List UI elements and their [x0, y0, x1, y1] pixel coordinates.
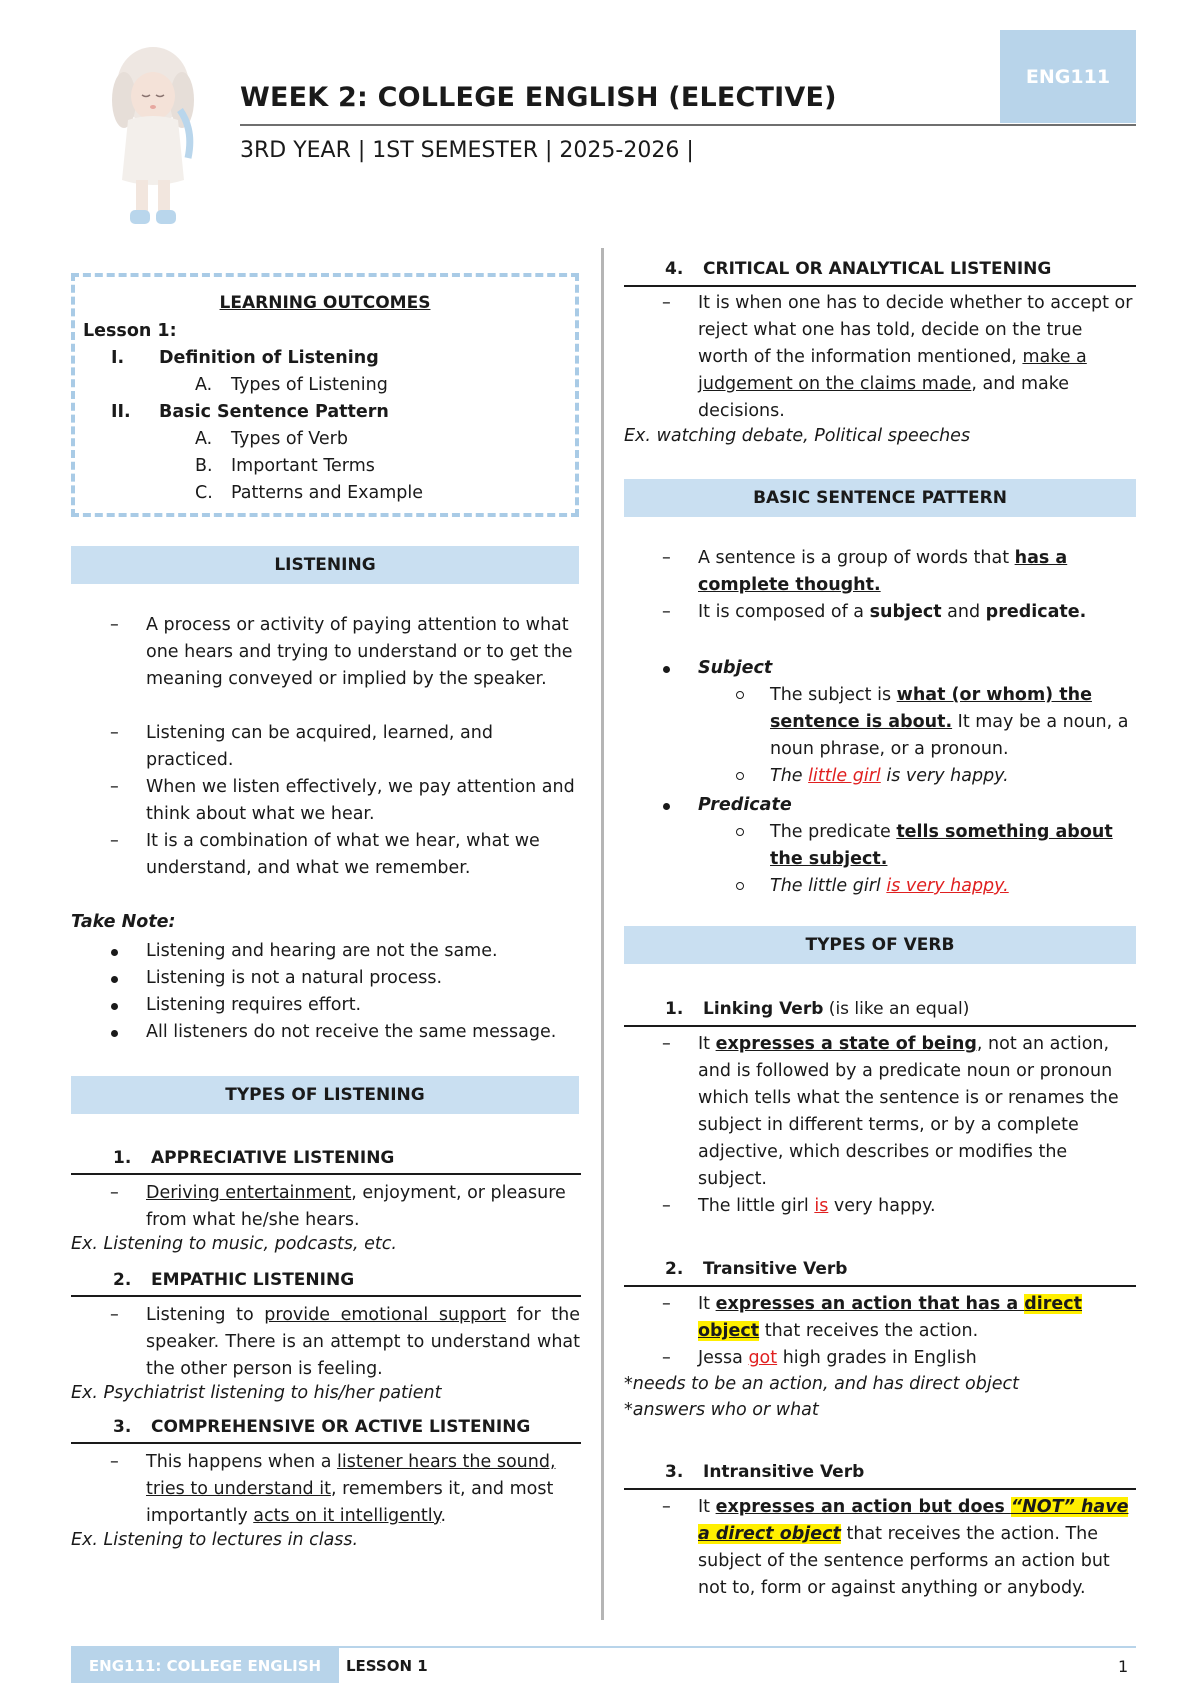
dash-marker: – [110, 1305, 119, 1325]
note-item: Listening and hearing are not the same. [146, 938, 586, 965]
dash-marker: – [662, 1034, 671, 1054]
verb-type-example: – The little girl is very happy. [698, 1193, 1136, 1220]
outcome-num: I. [111, 348, 125, 368]
outcome-sub-item: Types of Listening [231, 375, 388, 395]
dash-marker: – [110, 831, 119, 851]
sentence-point: – A sentence is a group of words that has a complete thought. [698, 545, 1118, 599]
listening-type-num: 3. [113, 1417, 132, 1437]
listening-type-num: 1. [113, 1148, 132, 1168]
dash-marker: – [110, 1452, 119, 1472]
bullet [111, 1003, 118, 1010]
footer-course: ENG111: COLLEGE ENGLISH [71, 1648, 339, 1683]
page-number: 1 [1118, 1657, 1129, 1676]
listening-type-example: Ex. watching debate, Political speeches [624, 426, 971, 446]
outcome-sub-item: Patterns and Example [231, 483, 424, 503]
heading-underline [624, 1285, 1136, 1287]
circle-bullet [736, 882, 744, 890]
bullet [111, 1030, 118, 1037]
predicate-example: The little girl is very happy. [770, 873, 1130, 900]
take-note-label: Take Note: [71, 912, 176, 932]
verb-type-example: – Jessa got high grades in English [698, 1345, 1136, 1372]
listening-point: – When we listen effectively, we pay attention and think about what we hear. [146, 774, 576, 828]
bullet [111, 976, 118, 983]
outcome-sub-item: Types of Verb [231, 429, 348, 449]
verb-type-desc: – It expresses an action that has a direct object that receives the action. [698, 1291, 1136, 1345]
doll-illustration [108, 40, 198, 235]
verb-type-desc: – It expresses a state of being, not an action, and is followed by a predicate noun or pronoun which tells what the sentence is or renames the subject in different terms, or by a complete adjective, which describes or modifies the subject. [698, 1031, 1136, 1193]
heading-underline [624, 1488, 1136, 1490]
dash-marker: – [662, 1294, 671, 1314]
footer-lesson: LESSON 1 [346, 1657, 428, 1675]
verb-type-title: Intransitive Verb [703, 1462, 865, 1482]
learning-outcomes-box [71, 273, 579, 517]
outcome-sub-num: C. [195, 483, 213, 503]
verb-note: *needs to be an action, and has direct object [624, 1374, 1019, 1394]
title-divider [240, 124, 1136, 126]
listening-type-desc: – Deriving entertainment, enjoyment, or pleasure from what he/she hears. [146, 1180, 576, 1234]
heading-underline [624, 285, 1136, 287]
predicate-label: Predicate [698, 792, 998, 819]
listening-type-example: Ex. Psychiatrist listening to his/her patient [71, 1383, 442, 1403]
section-heading-sentence-pattern: BASIC SENTENCE PATTERN [624, 479, 1136, 517]
listening-type-num: 2. [113, 1270, 132, 1290]
heading-underline [71, 1442, 581, 1444]
listening-type-title: COMPREHENSIVE OR ACTIVE LISTENING [151, 1417, 531, 1437]
course-tag: ENG111 [1000, 30, 1136, 123]
column-divider [601, 248, 604, 1620]
subject-definition: The subject is what (or whom) the sentence is about. It may be a noun, a noun phrase, or a pronoun. [770, 682, 1130, 763]
listening-type-num: 4. [665, 259, 684, 279]
outcome-item: Basic Sentence Pattern [159, 402, 389, 422]
circle-bullet [736, 828, 744, 836]
dash-marker: – [662, 1497, 671, 1517]
circle-bullet [736, 772, 744, 780]
bullet [663, 803, 670, 810]
listening-type-desc: – Listening to provide emotional support for the speaker. There is an attempt to understand what the other person is feeling. [146, 1302, 580, 1383]
dash-marker: – [110, 723, 119, 743]
subject-example: The little girl is very happy. [770, 763, 1130, 790]
heading-underline [71, 1295, 581, 1297]
listening-type-desc: – It is when one has to decide whether to accept or reject what one has told, decide on the true worth of the information mentioned, make a judgement on the claims made, and make decisions. [698, 290, 1136, 425]
heading-underline [71, 1173, 581, 1175]
page-title: WEEK 2: COLLEGE ENGLISH (ELECTIVE) [240, 82, 837, 113]
listening-type-title: CRITICAL OR ANALYTICAL LISTENING [703, 259, 1052, 279]
outcome-sub-num: A. [195, 429, 213, 449]
lesson-label: Lesson 1: [83, 321, 177, 341]
verb-type-desc: – It expresses an action but does “NOT” have a direct object that receives the action. The subject of the sentence performs an action but not to, form or against anything or anybody. [698, 1494, 1136, 1602]
verb-type-num: 1. [665, 999, 684, 1019]
listening-point: – It is a combination of what we hear, what we understand, and what we remember. [146, 828, 576, 882]
dash-marker: – [662, 1196, 671, 1216]
subject-label: Subject [698, 655, 998, 682]
listening-point: – Listening can be acquired, learned, and practiced. [146, 720, 576, 774]
section-heading-types-of-verb: TYPES OF VERB [624, 926, 1136, 964]
listening-type-desc: – This happens when a listener hears the sound, tries to understand it, remembers it, and most importantly acts on it intelligently. [146, 1449, 586, 1530]
verb-note: *answers who or what [624, 1400, 819, 1420]
verb-type-num: 2. [665, 1259, 684, 1279]
page-subtitle: 3RD YEAR | 1ST SEMESTER | 2025-2026 | [240, 138, 694, 163]
outcome-sub-num: B. [195, 456, 213, 476]
dash-marker: – [662, 1348, 671, 1368]
verb-type-title: Transitive Verb [703, 1259, 848, 1279]
outcome-item: Definition of Listening [159, 348, 379, 368]
outcome-sub-num: A. [195, 375, 213, 395]
dash-marker: – [662, 602, 671, 622]
dash-marker: – [662, 548, 671, 568]
bullet [111, 949, 118, 956]
heading-underline [624, 1025, 1136, 1027]
outcome-sub-item: Important Terms [231, 456, 375, 476]
listening-type-title: EMPATHIC LISTENING [151, 1270, 355, 1290]
sentence-point: – It is composed of a subject and predicate. [698, 599, 1136, 626]
listening-type-example: Ex. Listening to music, podcasts, etc. [71, 1234, 397, 1254]
note-item: All listeners do not receive the same message. [146, 1019, 586, 1046]
listening-point: – A process or activity of paying attention to what one hears and trying to understand or to get the meaning conveyed or implied by the speaker. [146, 612, 576, 693]
dash-marker: – [662, 293, 671, 313]
note-item: Listening is not a natural process. [146, 965, 586, 992]
section-heading-types-of-listening: TYPES OF LISTENING [71, 1076, 579, 1114]
listening-type-title: APPRECIATIVE LISTENING [151, 1148, 395, 1168]
predicate-definition: The predicate tells something about the subject. [770, 819, 1130, 873]
listening-type-example: Ex. Listening to lectures in class. [71, 1530, 359, 1550]
dash-marker: – [110, 1183, 119, 1203]
note-item: Listening requires effort. [146, 992, 586, 1019]
verb-type-num: 3. [665, 1462, 684, 1482]
learning-outcomes-title: LEARNING OUTCOMES [219, 293, 431, 313]
dash-marker: – [110, 615, 119, 635]
verb-type-title: Linking Verb (is like an equal) [703, 999, 970, 1019]
bullet [663, 666, 670, 673]
outcome-num: II. [111, 402, 131, 422]
section-heading-listening: LISTENING [71, 546, 579, 584]
circle-bullet [736, 691, 744, 699]
dash-marker: – [110, 777, 119, 797]
